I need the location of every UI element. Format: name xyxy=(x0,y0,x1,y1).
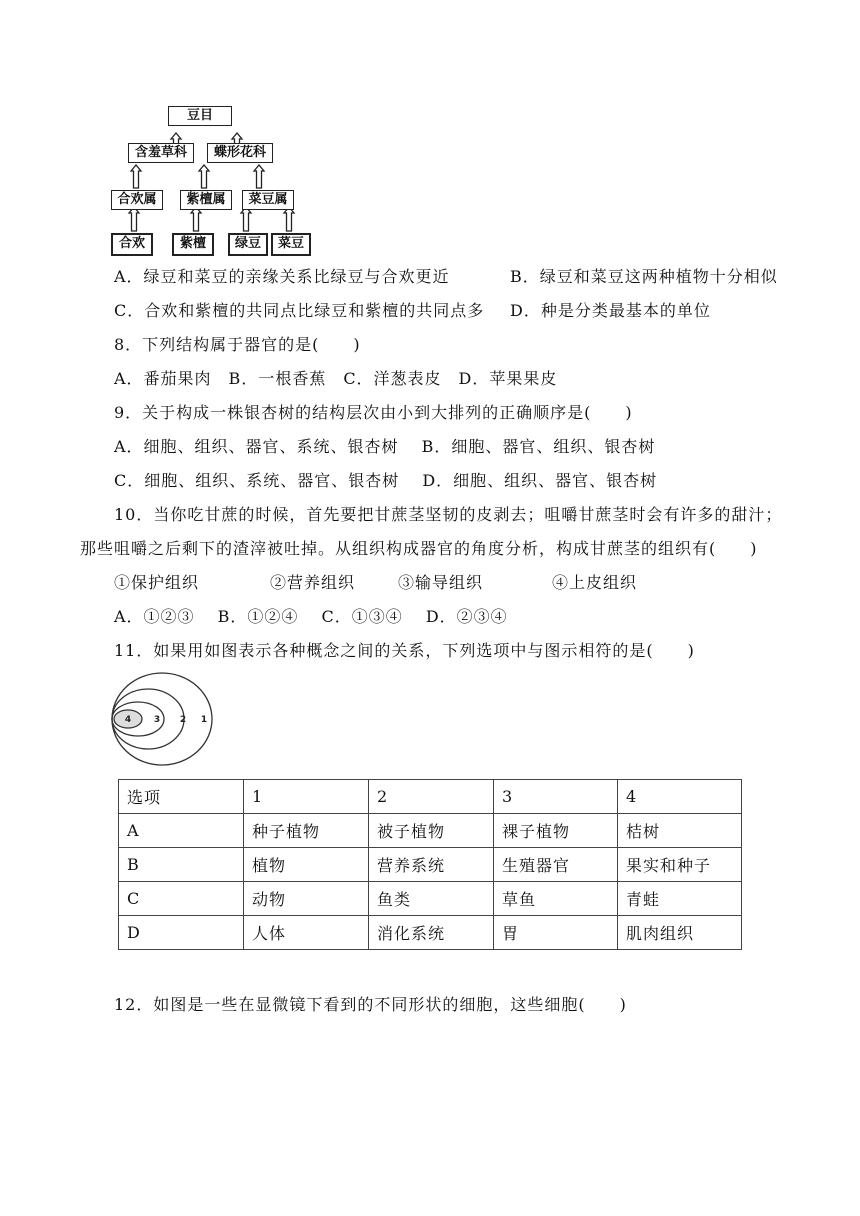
q7-option-a: A．绿豆和菜豆的亲缘关系比绿豆与合欢更近 xyxy=(114,267,450,286)
table-row xyxy=(119,848,742,882)
table-cell: 种子植物 xyxy=(244,814,369,848)
q7-option-b: B．绿豆和菜豆这两种植物十分相似 xyxy=(510,267,778,286)
q9-options-line1: A．细胞、组织、器官、系统、银杏树 B．细胞、器官、组织、银杏树 xyxy=(114,437,656,456)
table-cell: 人体 xyxy=(244,916,369,950)
circle-label: 4 xyxy=(124,715,132,725)
table-cell: 鱼类 xyxy=(369,882,494,916)
tree-species-box: 绿豆 xyxy=(228,233,268,256)
table-cell: 植物 xyxy=(244,848,369,882)
circle-label: 1 xyxy=(200,715,208,725)
circle-label: 3 xyxy=(153,715,161,725)
q11-stem: 11．如果用如图表示各种概念之间的关系，下列选项中与图示相符的是( ) xyxy=(114,641,695,660)
table-cell: D xyxy=(119,916,244,950)
table-cell: 青蛙 xyxy=(618,882,742,916)
table-cell: 草鱼 xyxy=(494,882,618,916)
q8-options: A．番茄果肉 B．一根香蕉 C．洋葱表皮 D．苹果果皮 xyxy=(114,369,558,388)
q10-options: A．①②③ B．①②④ C．①③④ D．②③④ xyxy=(114,607,508,626)
tree-genus-box: 合欢属 xyxy=(111,190,163,210)
q11-options-table xyxy=(118,779,742,950)
table-row xyxy=(119,814,742,848)
table-row xyxy=(119,916,742,950)
tree-genus-box: 紫檀属 xyxy=(180,190,232,210)
tree-family-box: 蝶形花科 xyxy=(207,143,273,163)
tree-family-box: 含羞草科 xyxy=(128,143,194,163)
table-header-row xyxy=(119,780,742,814)
tree-species-box: 菜豆 xyxy=(271,233,311,256)
table-cell: 裸子植物 xyxy=(494,814,618,848)
q7-option-d: D．种是分类最基本的单位 xyxy=(510,301,711,320)
q7-option-c: C．合欢和紫檀的共同点比绿豆和紫檀的共同点多 xyxy=(114,301,485,320)
table-cell: A xyxy=(119,814,244,848)
q9-options-line2: C．细胞、组织、系统、器官、银杏树 D．细胞、组织、器官、银杏树 xyxy=(114,471,658,490)
tree-arrows xyxy=(0,0,320,260)
table-header-cell: 4 xyxy=(618,780,742,814)
q8-stem: 8．下列结构属于器官的是( ) xyxy=(114,335,361,354)
table-header-cell: 3 xyxy=(494,780,618,814)
q10-stem-line2: 那些咀嚼之后剩下的渣滓被吐掉。从组织构成器官的角度分析，构成甘蔗茎的组织有( ) xyxy=(80,539,758,558)
concept-nested-ellipses xyxy=(110,671,220,771)
q10-item: ①保护组织 xyxy=(114,573,200,592)
q9-stem: 9．关于构成一株银杏树的结构层次由小到大排列的正确顺序是( ) xyxy=(114,403,633,422)
table-header-cell: 1 xyxy=(244,780,369,814)
tree-species-box: 合欢 xyxy=(111,233,153,256)
q10-item: ③输导组织 xyxy=(398,573,484,592)
table-cell: 生殖器官 xyxy=(494,848,618,882)
tree-root-box: 豆目 xyxy=(168,106,232,126)
q10-item: ④上皮组织 xyxy=(552,573,638,592)
table-header-cell: 选项 xyxy=(119,780,244,814)
table-cell: 桔树 xyxy=(618,814,742,848)
table-row xyxy=(119,882,742,916)
table-cell: B xyxy=(119,848,244,882)
table-cell: C xyxy=(119,882,244,916)
table-cell: 肌肉组织 xyxy=(618,916,742,950)
circle-label: 2 xyxy=(179,715,187,725)
table-header-cell: 2 xyxy=(369,780,494,814)
table-cell: 动物 xyxy=(244,882,369,916)
tree-genus-box: 菜豆属 xyxy=(242,190,294,210)
table-cell: 消化系统 xyxy=(369,916,494,950)
q12-stem: 12．如图是一些在显微镜下看到的不同形状的细胞，这些细胞( ) xyxy=(114,995,627,1014)
table-cell: 被子植物 xyxy=(369,814,494,848)
table-cell: 胃 xyxy=(494,916,618,950)
q10-item: ②营养组织 xyxy=(270,573,356,592)
table-cell: 营养系统 xyxy=(369,848,494,882)
table-cell: 果实和种子 xyxy=(618,848,742,882)
q10-stem-line1: 10．当你吃甘蔗的时候，首先要把甘蔗茎坚韧的皮剥去；咀嚼甘蔗茎时会有许多的甜汁； xyxy=(114,505,783,524)
tree-species-box: 紫檀 xyxy=(172,233,214,256)
